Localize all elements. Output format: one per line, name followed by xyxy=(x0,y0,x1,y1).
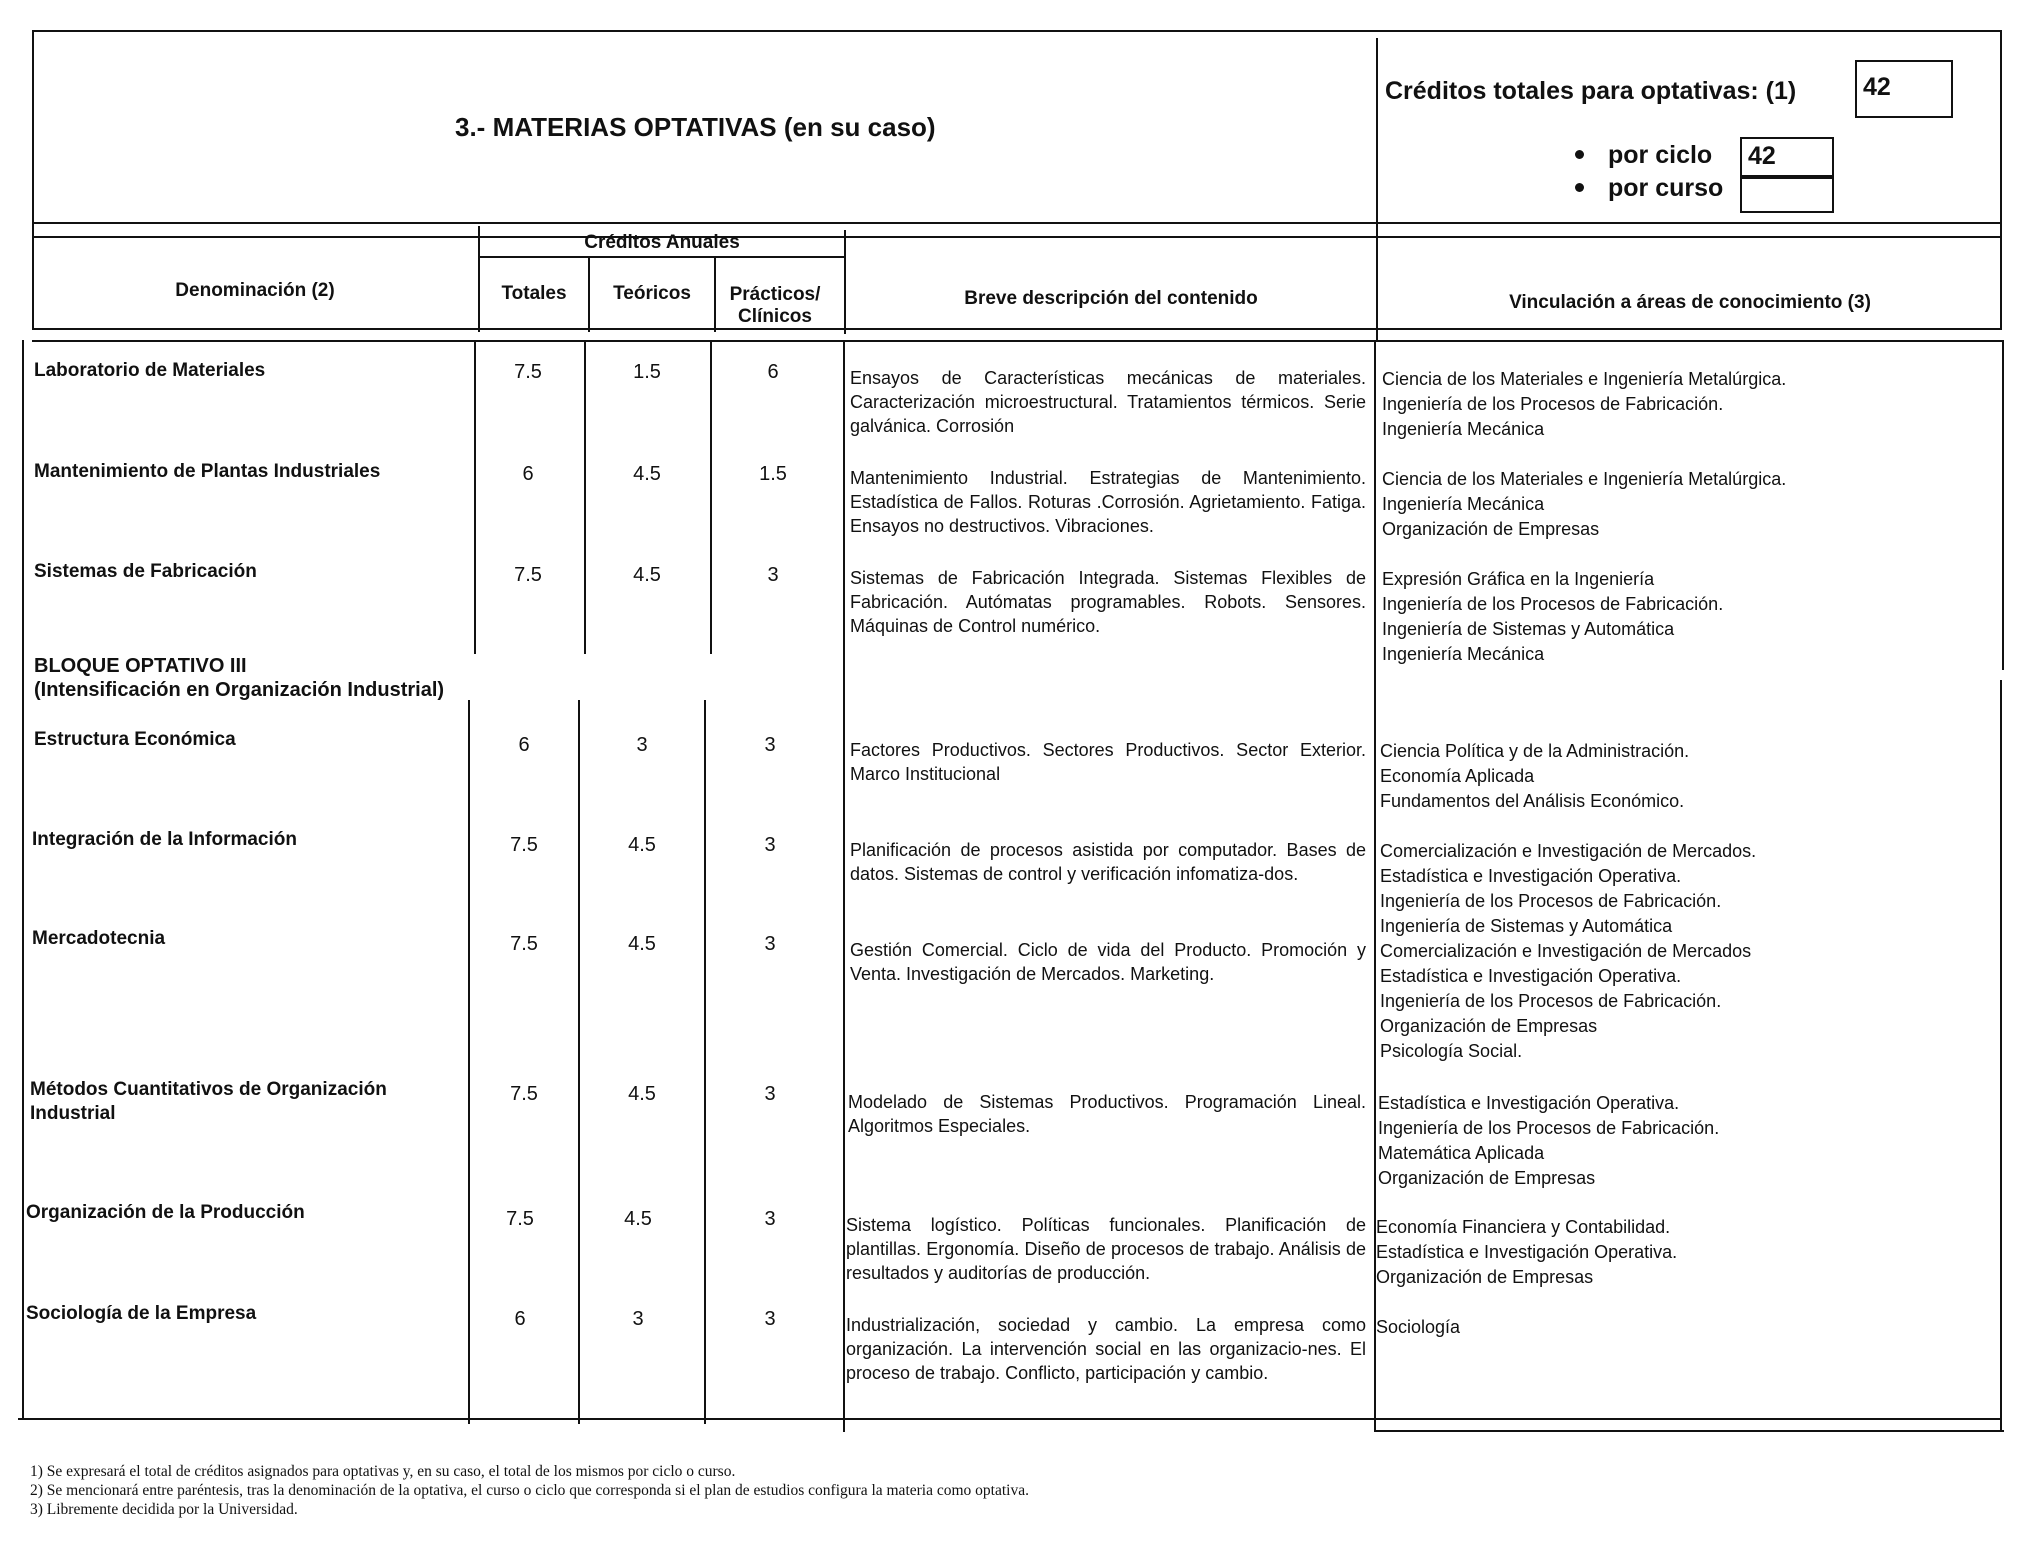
row-areas: Ciencia de los Materiales e Ingeniería Metalúrgica. Ingeniería Mecánica Organización de Empresas xyxy=(1382,469,1787,539)
row-description: Modelado de Sistemas Productivos. Programación Lineal. Algoritmos Especiales. xyxy=(848,1092,1366,1136)
row-description: Gestión Comercial. Ciclo de vida del Producto. Promoción y Venta. Investigación de Mercados. Marketing. xyxy=(850,940,1366,984)
footnote: 3) Libremente decidida por la Universidad. xyxy=(30,1501,298,1518)
credits-title: Créditos totales para optativas: (1) xyxy=(1385,77,1797,105)
row-areas: Expresión Gráfica en la Ingeniería Ingeniería de los Procesos de Fabricación. Ingeniería de Sistemas y Automática Ingeniería Mecánica xyxy=(1382,569,1724,664)
row-teoricos: 4.5 xyxy=(628,834,656,856)
row-teoricos: 4.5 xyxy=(628,933,656,955)
row-totales: 7.5 xyxy=(510,1083,538,1105)
row-practicos: 3 xyxy=(764,1308,776,1330)
por-curso-label: por curso xyxy=(1608,174,1724,202)
row-name: Laboratorio de Materiales xyxy=(34,360,266,381)
col-denominacion: Denominación (2) xyxy=(175,280,335,301)
row-name: Estructura Económica xyxy=(34,729,236,750)
row-description: Industrialización, sociedad y cambio. La empresa como organización. La intervención social en las organizacio-nes. El proceso de trabajo. Conflicto, participación y cambio. xyxy=(846,1315,1366,1383)
por-ciclo-label: por ciclo xyxy=(1608,141,1713,169)
row-name: Sociología de la Empresa xyxy=(26,1303,257,1324)
row-teoricos: 3 xyxy=(632,1308,644,1330)
por-ciclo-value: 42 xyxy=(1740,137,1834,177)
row-practicos: 3 xyxy=(764,1208,776,1230)
por-curso-row xyxy=(1575,174,1723,203)
footnotes xyxy=(30,1462,1830,1519)
por-curso-value xyxy=(1740,177,1834,213)
row-areas: Estadística e Investigación Operativa. Ingeniería de los Procesos de Fabricación. Matemática Aplicada Organización de Empresas xyxy=(1378,1093,1720,1188)
row-teoricos: 4.5 xyxy=(624,1208,652,1230)
row-totales: 7.5 xyxy=(510,834,538,856)
por-ciclo-row xyxy=(1575,141,1712,170)
row-teoricos: 1.5 xyxy=(633,361,661,383)
section-title: 3.- MATERIAS OPTATIVAS (en su caso) xyxy=(455,112,936,142)
row-totales: 7.5 xyxy=(506,1208,534,1230)
row-practicos: 3 xyxy=(764,734,776,756)
row-totales: 7.5 xyxy=(514,361,542,383)
row-practicos: 6 xyxy=(767,361,779,383)
row-totales: 7.5 xyxy=(514,564,542,586)
row-practicos: 3 xyxy=(764,1083,776,1105)
row-areas: Economía Financiera y Contabilidad. Estadística e Investigación Operativa. Organización de Empresas xyxy=(1376,1217,1678,1287)
col-vinculacion: Vinculación a áreas de conocimiento (3) xyxy=(1509,292,1871,313)
row-name: Integración de la Información xyxy=(32,829,297,850)
row-practicos: 3 xyxy=(764,933,776,955)
col-descripcion: Breve descripción del contenido xyxy=(964,288,1258,309)
row-practicos: 1.5 xyxy=(759,463,787,485)
bullet-icon xyxy=(1575,150,1584,159)
row-teoricos: 4.5 xyxy=(633,564,661,586)
row-areas: Ciencia Política y de la Administración. Economía Aplicada Fundamentos del Análisis Económico. xyxy=(1380,741,1690,811)
bloque-heading: BLOQUE OPTATIVO III (Intensificación en Organización Industrial) xyxy=(34,655,445,701)
row-practicos: 3 xyxy=(764,834,776,856)
row-totales: 7.5 xyxy=(510,933,538,955)
bullet-icon xyxy=(1575,183,1584,192)
row-areas: Comercialización e Investigación de Mercados. Estadística e Investigación Operativa. Ingeniería de los Procesos de Fabricación. Ingeniería de Sistemas y Automática xyxy=(1380,841,1757,936)
row-areas: Sociología xyxy=(1376,1317,1461,1337)
row-areas: Ciencia de los Materiales e Ingeniería Metalúrgica. Ingeniería de los Procesos de Fabricación. Ingeniería Mecánica xyxy=(1382,369,1787,439)
row-practicos: 3 xyxy=(767,564,779,586)
row-description: Sistemas de Fabricación Integrada. Sistemas Flexibles de Fabricación. Autómatas programables. Robots. Sensores. Máquinas de Control numérico. xyxy=(850,568,1366,636)
row-teoricos: 3 xyxy=(636,734,648,756)
row-teoricos: 4.5 xyxy=(628,1083,656,1105)
col-teoricos: Teóricos xyxy=(613,283,691,304)
footnote: 2) Se mencionará entre paréntesis, tras la denominación de la optativa, el curso o ciclo que corresponda si el plan de estudios configura la materia como optativa. xyxy=(30,1482,1029,1499)
row-description: Factores Productivos. Sectores Productivos. Sector Exterior. Marco Institucional xyxy=(850,740,1366,784)
row-name: Sistemas de Fabricación xyxy=(34,561,257,582)
row-description: Sistema logístico. Políticas funcionales. Planificación de plantillas. Ergonomía. Diseño de procesos de trabajo. Análisis de resultados y auditorías de producción. xyxy=(846,1215,1366,1283)
row-totales: 6 xyxy=(522,463,534,485)
row-totales: 6 xyxy=(518,734,530,756)
credits-total-value: 42 xyxy=(1855,60,1953,118)
row-description: Ensayos de Características mecánicas de materiales. Caracterización microestructural. Tratamientos térmicos. Serie galvánica. Corrosión xyxy=(850,368,1366,436)
row-description: Planificación de procesos asistida por computador. Bases de datos. Sistemas de control y verificación infomatiza-dos. xyxy=(850,840,1366,884)
row-name: Métodos Cuantitativos de Organización Industrial xyxy=(30,1079,387,1124)
row-name: Mantenimiento de Plantas Industriales xyxy=(34,461,381,482)
row-name: Organización de la Producción xyxy=(26,1202,305,1223)
row-name: Mercadotecnia xyxy=(32,928,166,949)
col-practicos: Prácticos/ Clínicos xyxy=(729,284,821,327)
col-creditos-anuales: Créditos Anuales xyxy=(584,232,740,253)
row-description: Mantenimiento Industrial. Estrategias de Mantenimiento. Estadística de Fallos. Roturas .Corrosión. Agrietamiento. Fatiga. Ensayos no destructivos. Vibraciones. xyxy=(850,468,1366,536)
col-totales: Totales xyxy=(501,283,567,304)
row-totales: 6 xyxy=(514,1308,526,1330)
row-teoricos: 4.5 xyxy=(633,463,661,485)
row-areas: Comercialización e Investigación de Mercados Estadística e Investigación Operativa. Ingeniería de los Procesos de Fabricación. Organización de Empresas Psicología Social. xyxy=(1380,941,1752,1061)
footnote: 1) Se expresará el total de créditos asignados para optativas y, en su caso, el total de los mismos por ciclo o curso. xyxy=(30,1463,736,1480)
